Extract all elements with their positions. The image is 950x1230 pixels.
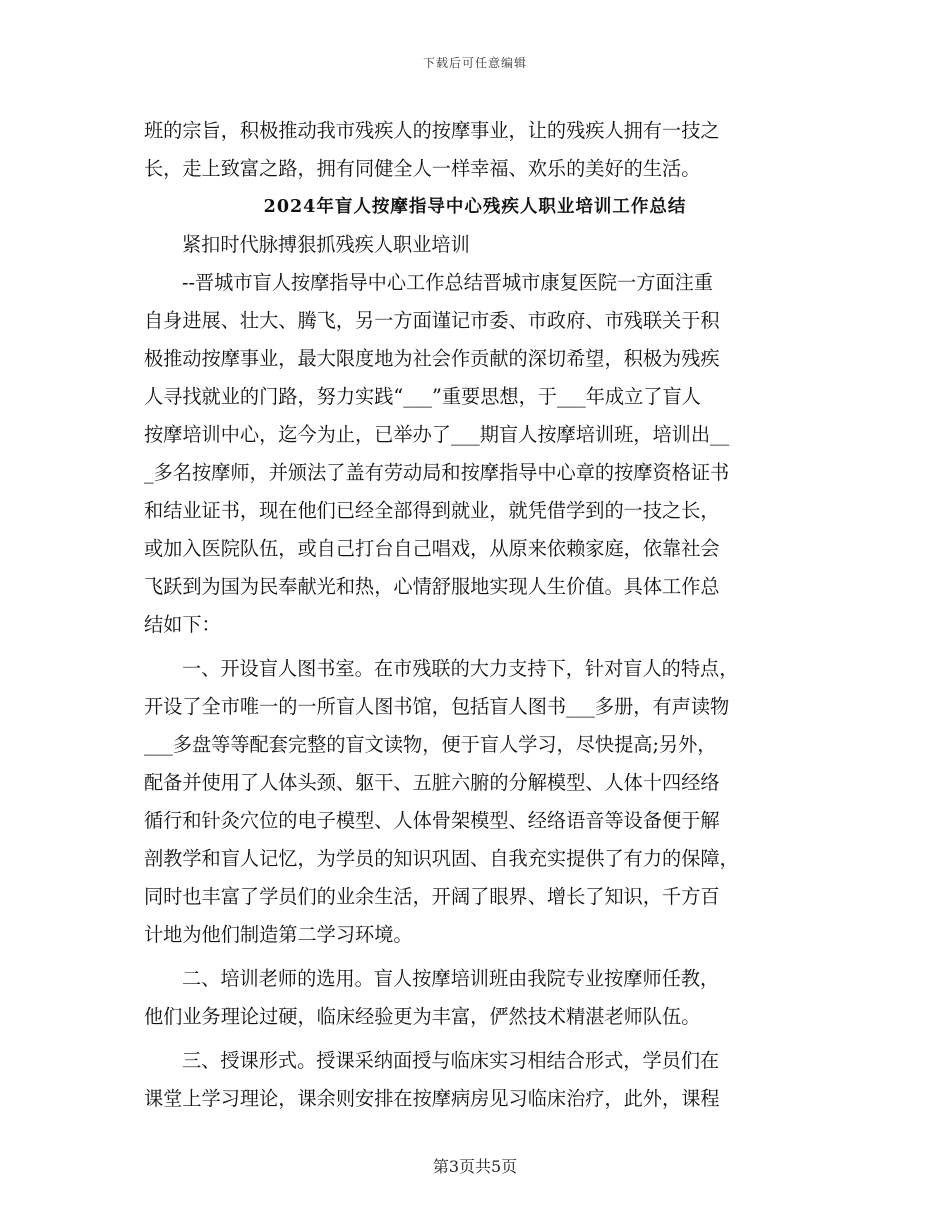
body-line: 自身进展、壮大、腾飞，另一方面谨记市委、市政府、市残联关于积 [144, 309, 720, 332]
body-line: 和结业证书，现在他们已经全部得到就业，就凭借学到的一技之长， [144, 499, 720, 522]
body-line: 班的宗旨，积极推动我市残疾人的按摩事业，让的残疾人拥有一技之 [144, 119, 720, 142]
body-line: 人寻找就业的门路，努力实践“___”重要思想，于___年成立了盲人 [144, 385, 701, 408]
section-title: 2024年盲人按摩指导中心残疾人职业培训工作总结 [263, 197, 687, 217]
body-line: 同时也丰富了学员们的业余生活，开阔了眼界、增长了知识，千方百 [144, 885, 720, 908]
header-note: 下载后可任意编辑 [422, 56, 527, 70]
subtitle: 紧扣时代脉搏狠抓残疾人职业培训 [182, 233, 470, 256]
body-line: 循行和针灸穴位的电子模型、人体骨架模型、经络语音等设备便于解 [144, 809, 720, 832]
body-line: 一、开设盲人图书室。在市残联的大力支持下，针对盲人的特点， [182, 657, 739, 680]
body-line: 三、授课形式。授课采纳面授与临床实习相结合形式，学员们在 [182, 1049, 720, 1072]
body-line: 结如下： [144, 613, 221, 636]
body-line: 极推动按摩事业，最大限度地为社会作贡献的深切希望，积极为残疾 [144, 347, 720, 370]
body-line: 配备并使用了人体头颈、躯干、五脏六腑的分解模型、人体十四经络 [144, 771, 720, 794]
body-line: 课堂上学习理论，课余则安排在按摩病房见习临床治疗，此外，课程 [144, 1087, 720, 1110]
body-line: 开设了全市唯一的一所盲人图书馆，包括盲人图书___多册，有声读物 [144, 695, 730, 718]
body-line: 剖教学和盲人记忆，为学员的知识巩固、自我充实提供了有力的保障， [144, 847, 739, 870]
page-indicator: 第3页共5页 [432, 1157, 518, 1176]
body-line: 按摩培训中心，迄今为止，已举办了___期盲人按摩培训班，培训出__ [144, 423, 730, 446]
body-line: ___多盘等等配套完整的盲文读物，便于盲人学习，尽快提高;另外， [144, 733, 717, 756]
body-line: --晋城市盲人按摩指导中心工作总结晋城市康复医院一方面注重 [182, 271, 714, 294]
body-line: 计地为他们制造第二学习环境。 [144, 923, 413, 946]
body-line: 飞跃到为国为民奉献光和热，心情舒服地实现人生价值。具体工作总 [144, 575, 720, 598]
document-body [144, 112, 806, 1118]
body-line: 二、培训老师的选用。盲人按摩培训班由我院专业按摩师任教， [182, 967, 720, 990]
body-line: _多名按摩师，并颁法了盖有劳动局和按摩指导中心章的按摩资格证书 [144, 461, 730, 484]
body-line: 他们业务理论过硬，临床经验更为丰富，俨然技术精湛老师队伍。 [144, 1005, 701, 1028]
body-line: 长，走上致富之路，拥有同健全人一样幸福、欢乐的美好的生活。 [144, 157, 701, 180]
body-line: 或加入医院队伍，或自己打台自己唱戏，从原来依赖家庭，依靠社会 [144, 537, 720, 560]
